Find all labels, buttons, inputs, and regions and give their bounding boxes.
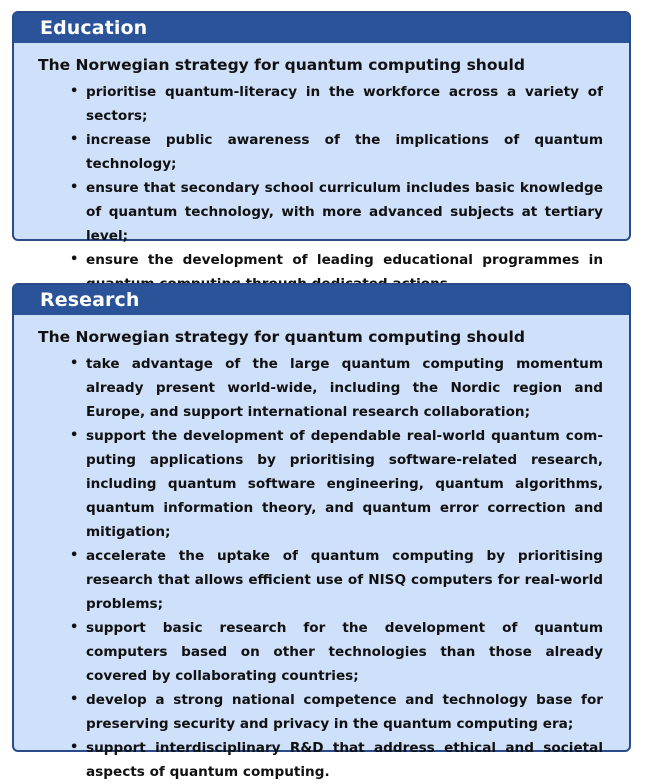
bullet-icon: •: [70, 84, 79, 99]
research-heading: Research: [14, 285, 629, 315]
bullet-icon: •: [70, 428, 79, 443]
research-body: [14, 315, 629, 784]
education-list: [38, 80, 605, 296]
research-box: [12, 283, 631, 780]
bullet-icon: •: [70, 132, 79, 147]
list-item: [70, 616, 603, 688]
education-body: [14, 43, 629, 296]
bullet-icon: •: [70, 252, 79, 267]
list-item: [70, 352, 603, 424]
list-item-text: support basic research for the development of quantum computers based on other technologies than those already covered by collaborating countries;: [86, 620, 603, 684]
education-heading: Education: [14, 13, 629, 43]
list-item-text: support interdisciplinary R&D that address ethical and societal aspects of quantum computing.: [86, 740, 603, 780]
list-item-text: develop a strong national competence and technology base for preserving security and privacy in the quantum computing era;: [86, 692, 603, 732]
list-item-text: increase public awareness of the implications of quantum technology;: [86, 132, 603, 172]
list-item-text: support the development of dependable real-world quantum computing applications by prioritising software-related research, including quantum software engineering, quantum algorithms, quantum information theory, and quantum error correction and mitigation;: [86, 428, 603, 540]
bullet-icon: •: [70, 692, 79, 707]
list-item: [70, 176, 603, 248]
list-item: [70, 128, 603, 176]
list-item-text: prioritise quantum-literacy in the workforce across a variety of sectors;: [86, 84, 603, 124]
list-item-text: accelerate the uptake of quantum computing by prioritising research that allows efficient use of NISQ computers for real-world problems;: [86, 548, 603, 612]
bullet-icon: •: [70, 740, 79, 755]
bullet-icon: •: [70, 180, 79, 195]
bullet-icon: •: [70, 356, 79, 371]
research-list: [38, 352, 605, 784]
research-intro: The Norwegian strategy for quantum computing should: [38, 328, 525, 346]
education-intro: The Norwegian strategy for quantum computing should: [38, 56, 525, 74]
list-item: [70, 424, 603, 544]
bullet-icon: •: [70, 548, 79, 563]
list-item-text: take advantage of the large quantum computing momentum already present world-wide, including the Nordic region and Europe, and support international research collaboration;: [86, 356, 603, 420]
list-item-text: ensure that secondary school curriculum includes basic knowledge of quantum technology, with more advanced subjects at tertiary level;: [86, 180, 603, 244]
list-item: [70, 80, 603, 128]
list-item-text: ensure the development of leading educational programmes in: [86, 252, 603, 268]
list-item: [70, 736, 603, 784]
list-item: [70, 544, 603, 616]
list-item: [70, 688, 603, 736]
bullet-icon: •: [70, 620, 79, 635]
education-box: [12, 11, 631, 268]
